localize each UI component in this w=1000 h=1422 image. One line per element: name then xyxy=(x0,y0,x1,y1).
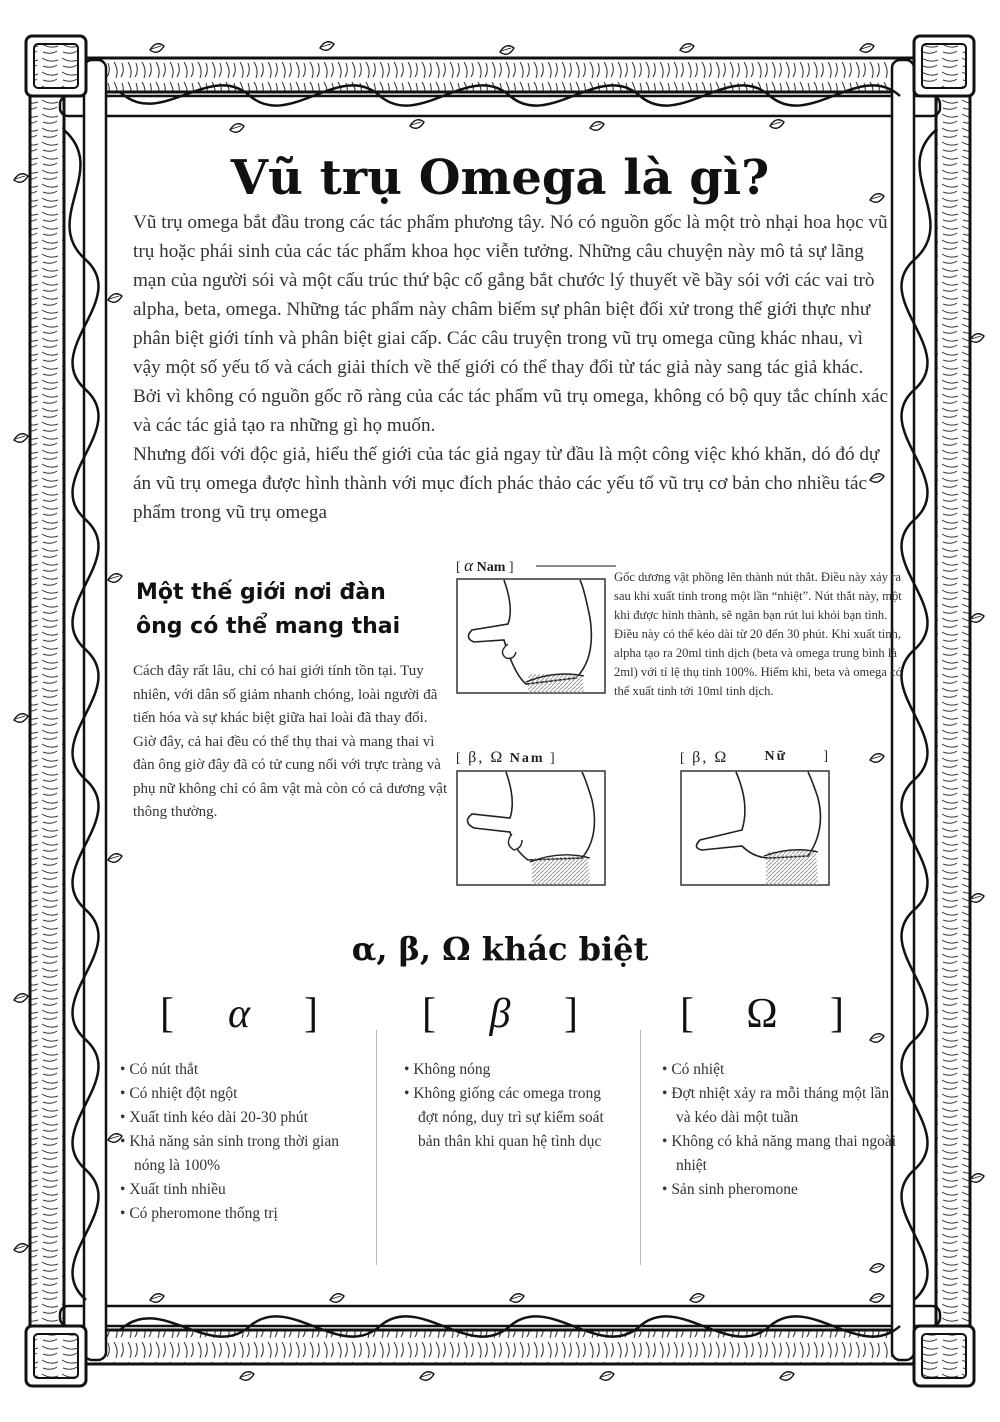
intro-paragraph-1: Vũ trụ omega bắt đầu trong các tác phẩm phương tây. Nó có nguồn gốc là một trò nhại hoa học vũ trụ hoặc phái sinh của các tác phẩm khoa học viễn tưởng. Những câu chuyện này mô tả sự lãng mạn của người sói và một cấu trúc thứ bậc cố gắng bắt chước lý thuyết về bầy sói với các vai trò alpha, beta, omega. Những tác phẩm này châm biếm sự phân biệt đối xử trong thế giới thực như phân biệt giới tính và phân biệt giai cấp. Các câu truyện trong vũ trụ omega cũng khác nhau, vì vậy một số yếu tố và cách giải thích về thế giới có thể thay đổi từ tác giả này sang tác giả khác. Bởi vì không có nguồn gốc rõ ràng của các tác phẩm vũ trụ omega, không có bộ quy tắc chính xác và các tác giả tạo ra những gì họ muốn. xyxy=(133,212,889,436)
omega-traits-list xyxy=(662,1058,902,1202)
list-item: • Có pheromone thống trị xyxy=(120,1202,365,1226)
page-title: Vũ trụ Omega là gì? xyxy=(230,150,770,206)
column-divider xyxy=(640,1030,641,1265)
alpha-knot-note: Gốc dương vật phồng lên thành nút thắt. Điều này xảy ra sau khi xuất tinh trong một lần “nhiệt”. Nút thắt này, một khi được hình thành, sẽ ngăn bạn rút lui khỏi bạn tình. Điều này có thể kéo dài từ 20 đến 30 phút. Khi xuất tinh, alpha tạo ra 20ml tinh dịch (beta và omega trung bình là 2ml) với tỉ lệ thụ tinh 100%. Hiếm khi, beta và omega có thể xuất tinh tới 10ml tinh dịch. xyxy=(614,570,902,698)
label-beta-omega-male: [ β, Ω Nam ] xyxy=(456,749,557,766)
beta-traits-list xyxy=(404,1058,624,1154)
label-alpha-male: [ α Nam ] xyxy=(456,556,514,575)
list-item: • Có nút thắt xyxy=(120,1058,365,1082)
label-beta-omega-female: [ β, Ω Nữ ] xyxy=(680,749,830,766)
list-item: • Có nhiệt đột ngột xyxy=(120,1082,365,1106)
list-item: • Xuất tinh nhiều xyxy=(120,1178,365,1202)
intro-text xyxy=(133,208,893,527)
column-divider xyxy=(376,1030,377,1265)
list-item: • Khả năng sản sinh trong thời gian nóng là 100% xyxy=(120,1130,365,1178)
intro-paragraph-2: Nhưng đối với độc giả, hiểu thế giới của tác giả ngay từ đầu là một công việc khó khăn, dó đó dự án vũ trụ omega được hình thành với mục đích phác thảo các yếu tố vũ trụ cơ bản cho nhiều tác phẩm trong vũ trụ omega xyxy=(133,444,880,523)
differences-title: α, β, Ω khác biệt xyxy=(351,930,649,968)
column-header-alpha: [ α ] xyxy=(160,991,318,1037)
list-item: • Không có khả năng mang thai ngoài nhiệt xyxy=(662,1130,902,1178)
list-item: • Không nóng xyxy=(404,1058,624,1082)
list-item: • Đợt nhiệt xảy ra mỗi tháng một lần và kéo dài một tuần xyxy=(662,1082,902,1130)
list-item: • Sản sinh pheromone xyxy=(662,1178,902,1202)
figure-beta-omega-male xyxy=(456,770,606,886)
column-header-omega: [ Ω ] xyxy=(680,991,844,1037)
column-header-beta: [ β ] xyxy=(422,991,578,1037)
list-item: • Xuất tinh kéo dài 20-30 phút xyxy=(120,1106,365,1130)
list-item: • Có nhiệt xyxy=(662,1058,902,1082)
figure-alpha-male xyxy=(456,578,606,694)
list-item: • Không giống các omega trong đợt nóng, duy trì sự kiểm soát bản thân khi quan hệ tình dục xyxy=(404,1082,624,1154)
section-body: Cách đây rất lâu, chỉ có hai giới tính tồn tại. Tuy nhiên, với dân số giảm nhanh chóng, loài người đã tiến hóa và sự khác biệt giữa hai loài đã thay đổi. Giờ đây, cả hai đều có thể thụ thai và mang thai vì đàn ông giờ đây đã có tử cung nối với trực tràng và phụ nữ không chỉ có âm vật mà còn có cả dương vật thông thường. xyxy=(133,663,448,820)
section-title: Một thế giới nơi đàn ông có thể mang thai xyxy=(136,580,401,639)
figure-beta-omega-female xyxy=(680,770,830,886)
alpha-traits-list xyxy=(120,1058,365,1226)
divider-line xyxy=(536,564,616,568)
